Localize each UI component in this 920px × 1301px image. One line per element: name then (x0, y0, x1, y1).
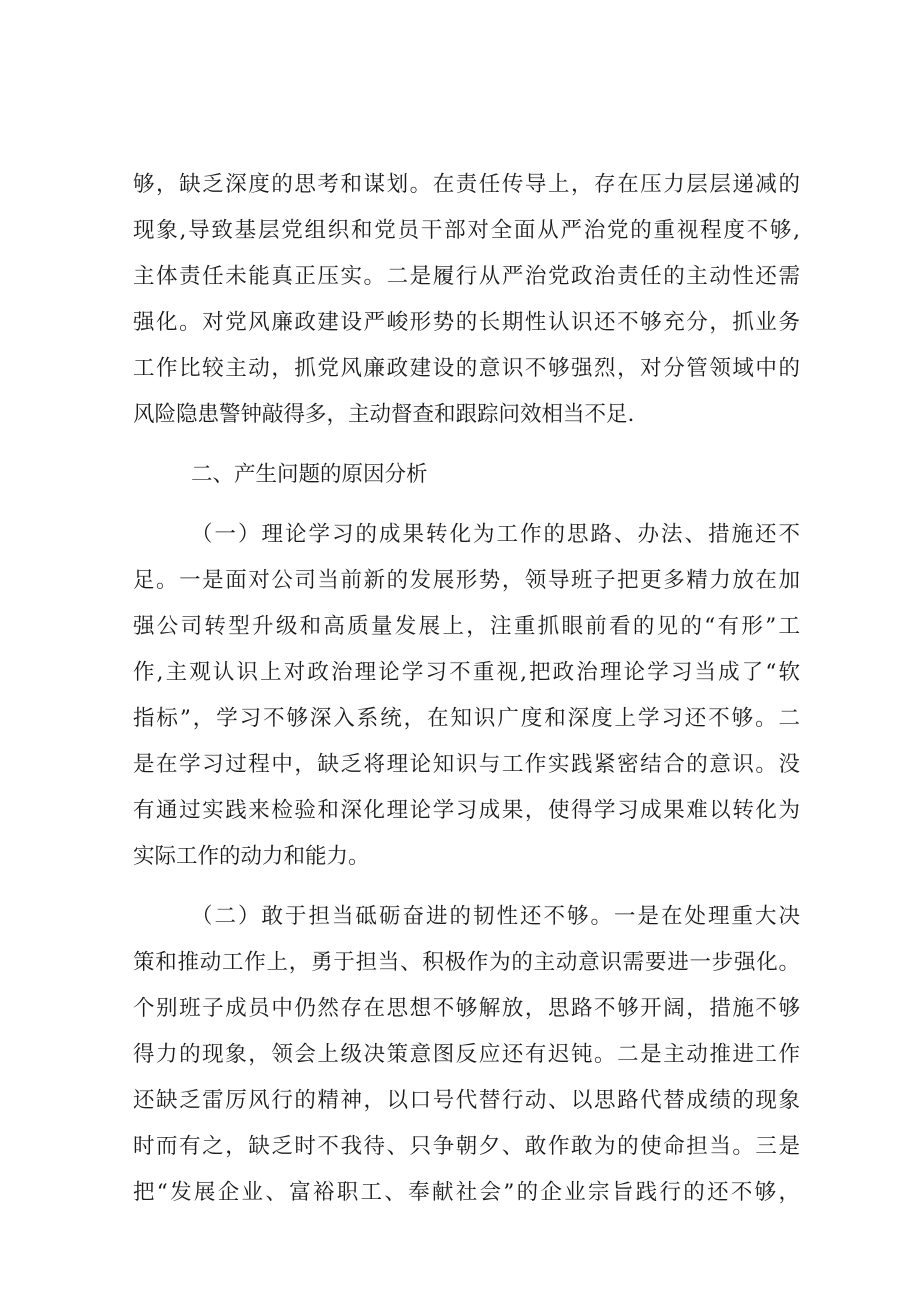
paragraph-continuation (133, 162, 800, 438)
paragraph-gap (133, 880, 800, 894)
paragraph-line: 个别班子成员中仍然存在思想不够解放，思路不够开阔，措施不够 (133, 996, 800, 1021)
paragraph-line: 强化。对党风廉政建设严峻形势的长期性认识还不够充分，抓业务 (133, 310, 800, 335)
paragraph-line: 现象,导致基层党组织和党员干部对全面从严治党的重视程度不够, (133, 218, 800, 243)
paragraph-line: 把“发展企业、富裕职工、奉献社会”的企业宗旨践行的还不够， (133, 1180, 800, 1205)
paragraph-line: 足。一是面对公司当前新的发展形势，领导班子把更多精力放在加 (133, 568, 800, 593)
paragraph-line: 是在学习过程中，缺乏将理论知识与工作实践紧密结合的意识。没 (133, 752, 800, 777)
paragraph-line: 实际工作的动力和能力。 (133, 844, 370, 869)
paragraph-line: 作,主观认识上对政治理论学习不重视,把政治理论学习当成了“软 (133, 660, 800, 685)
paragraph-line: 策和推动工作上，勇于担当、积极作为的主动意识需要进一步强化。 (133, 950, 800, 975)
paragraph-reason-2 (133, 894, 800, 1216)
paragraph-line: 风险隐患警钟敲得多，主动督查和跟踪问效相当不足. (133, 402, 635, 427)
paragraph-line: 主体责任未能真正压实。二是履行从严治党政治责任的主动性还需 (133, 264, 800, 289)
document-body (133, 162, 800, 1216)
paragraph-reason-1 (133, 512, 800, 880)
paragraph-line: 有通过实践来检验和深化理论学习成果，使得学习成果难以转化为 (133, 798, 800, 823)
paragraph-line: 指标”，学习不够深入系统，在知识广度和深度上学习还不够。二 (133, 706, 800, 731)
paragraph-line: 工作比较主动，抓党风廉政建设的意识不够强烈，对分管领域中的 (133, 356, 800, 381)
paragraph-gap (133, 498, 800, 512)
paragraph-line: （二）敢于担当砥砺奋进的韧性还不够。一是在处理重大决 (191, 904, 800, 929)
paragraph-gap (133, 438, 800, 452)
paragraph-line: 强公司转型升级和高质量发展上，注重抓眼前看的见的“有形”工 (133, 614, 800, 639)
paragraph-line: （一）理论学习的成果转化为工作的思路、办法、措施还不 (191, 522, 800, 547)
paragraph-line: 还缺乏雷厉风行的精神，以口号代替行动、以思路代替成绩的现象 (133, 1088, 800, 1113)
paragraph-line: 够，缺乏深度的思考和谋划。在责任传导上，存在压力层层递减的 (133, 172, 800, 197)
paragraph-line: 得力的现象，领会上级决策意图反应还有迟钝。二是主动推进工作 (133, 1042, 800, 1067)
section-heading: 二、产生问题的原因分析 (191, 462, 428, 487)
paragraph-line: 时而有之，缺乏时不我待、只争朝夕、敢作敢为的使命担当。三是 (133, 1134, 800, 1159)
